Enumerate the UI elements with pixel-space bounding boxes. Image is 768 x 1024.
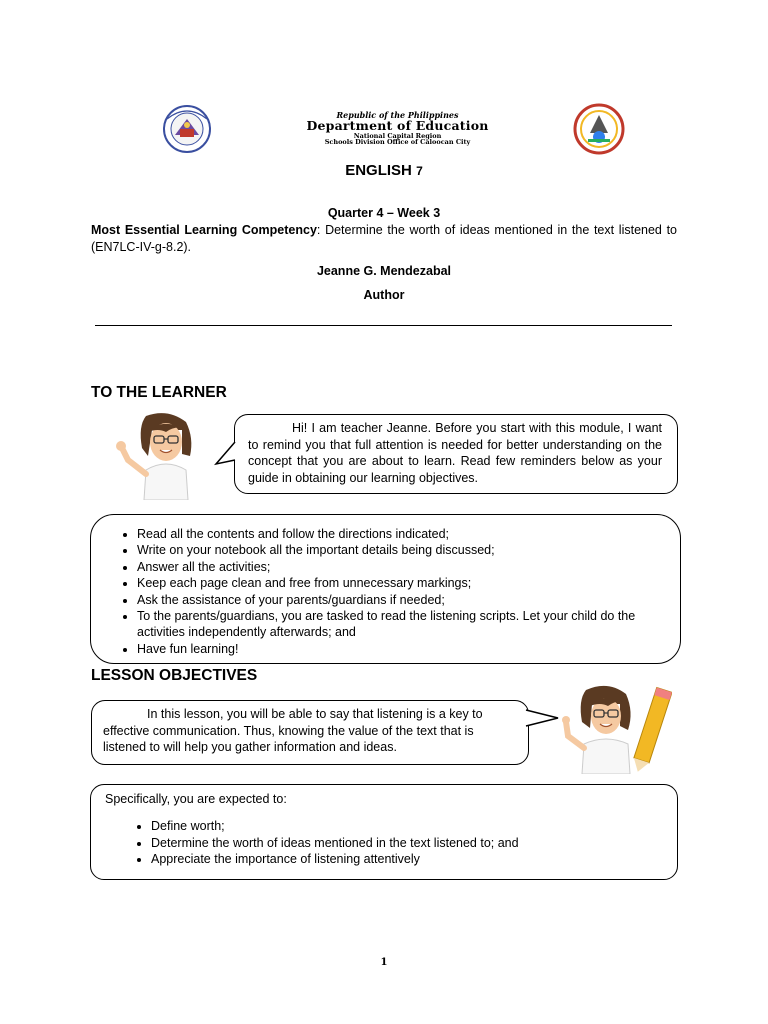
author-label: Author bbox=[363, 288, 405, 302]
department-name: Department of Education bbox=[306, 118, 489, 134]
sdo-caloocan-seal-logo bbox=[560, 103, 638, 155]
list-item: • Have fun learning! bbox=[137, 641, 681, 657]
list-item: • Read all the contents and follow the directions indicated; bbox=[137, 526, 681, 542]
teacher-pencil-icon bbox=[560, 678, 672, 774]
melc-paragraph bbox=[91, 222, 677, 256]
list-item: • Answer all the activities; bbox=[137, 559, 681, 575]
melc-label: Most Essential Learning Competency bbox=[91, 223, 317, 237]
quarter-week: Quarter 4 – Week 3 bbox=[327, 206, 441, 220]
teacher-speech-text: Hi! I am teacher Jeanne. Before you start with this module, I want to remind you that full attention is needed for better understanding on the concept that you are about to learn. Read few reminders below as your guide in obtaining our learning objectives. bbox=[248, 421, 662, 485]
subject-title bbox=[0, 162, 768, 179]
author-name: Jeanne G. Mendezabal bbox=[316, 264, 452, 278]
sdo-caloocan-seal-icon bbox=[560, 103, 638, 155]
subject-name: ENGLISH bbox=[345, 162, 412, 179]
division-office-text: Schools Division Office of Caloocan City bbox=[324, 138, 471, 147]
republic-text: Republic of the Philippines bbox=[336, 110, 459, 120]
speech-bubble-tail bbox=[524, 706, 560, 730]
teacher-waving-illustration bbox=[108, 408, 208, 500]
list-item: • Write on your notebook all the important details being discussed; bbox=[137, 542, 681, 558]
list-item: • Ask the assistance of your parents/guardians if needed; bbox=[137, 592, 681, 608]
deped-seal-logo bbox=[147, 105, 227, 153]
reminders-list bbox=[113, 526, 681, 657]
region-text: National Capital Region bbox=[353, 131, 442, 140]
list-item: • To the parents/guardians, you are tasked to read the listening scripts. Let your child do the activities independently afterwards; and bbox=[137, 608, 681, 641]
expected-outcomes-list bbox=[103, 818, 519, 868]
divider-line bbox=[95, 325, 672, 326]
to-the-learner-heading: TO THE LEARNER bbox=[91, 384, 227, 401]
list-item: • Determine the worth of ideas mentioned in the text listened to; and bbox=[151, 835, 519, 852]
list-item: • Define worth; bbox=[151, 818, 519, 835]
page-number: 1 bbox=[380, 957, 388, 968]
grade-level: 7 bbox=[416, 164, 423, 178]
speech-bubble-tail bbox=[214, 440, 238, 466]
expected-intro-text: Specifically, you are expected to: bbox=[105, 792, 287, 806]
objectives-speech-text: In this lesson, you will be able to say that listening is a key to effective communication. Thus, knowing the value of the text that is listened to will help you gather information and ideas. bbox=[103, 707, 483, 754]
deped-seal-icon bbox=[147, 105, 227, 153]
list-item: • Keep each page clean and free from unnecessary markings; bbox=[137, 575, 681, 591]
teacher-pencil-illustration bbox=[560, 678, 672, 774]
list-item: • Appreciate the importance of listening attentively bbox=[151, 851, 519, 868]
reminders-box bbox=[90, 514, 681, 664]
melc-text: : Determine the worth of ideas mentioned in the text listened to (EN7LC-IV-g-8.2). bbox=[91, 223, 677, 254]
lesson-objectives-heading: LESSON OBJECTIVES bbox=[91, 667, 258, 684]
deped-letterhead bbox=[300, 111, 495, 146]
teacher-waving-icon bbox=[108, 408, 208, 500]
